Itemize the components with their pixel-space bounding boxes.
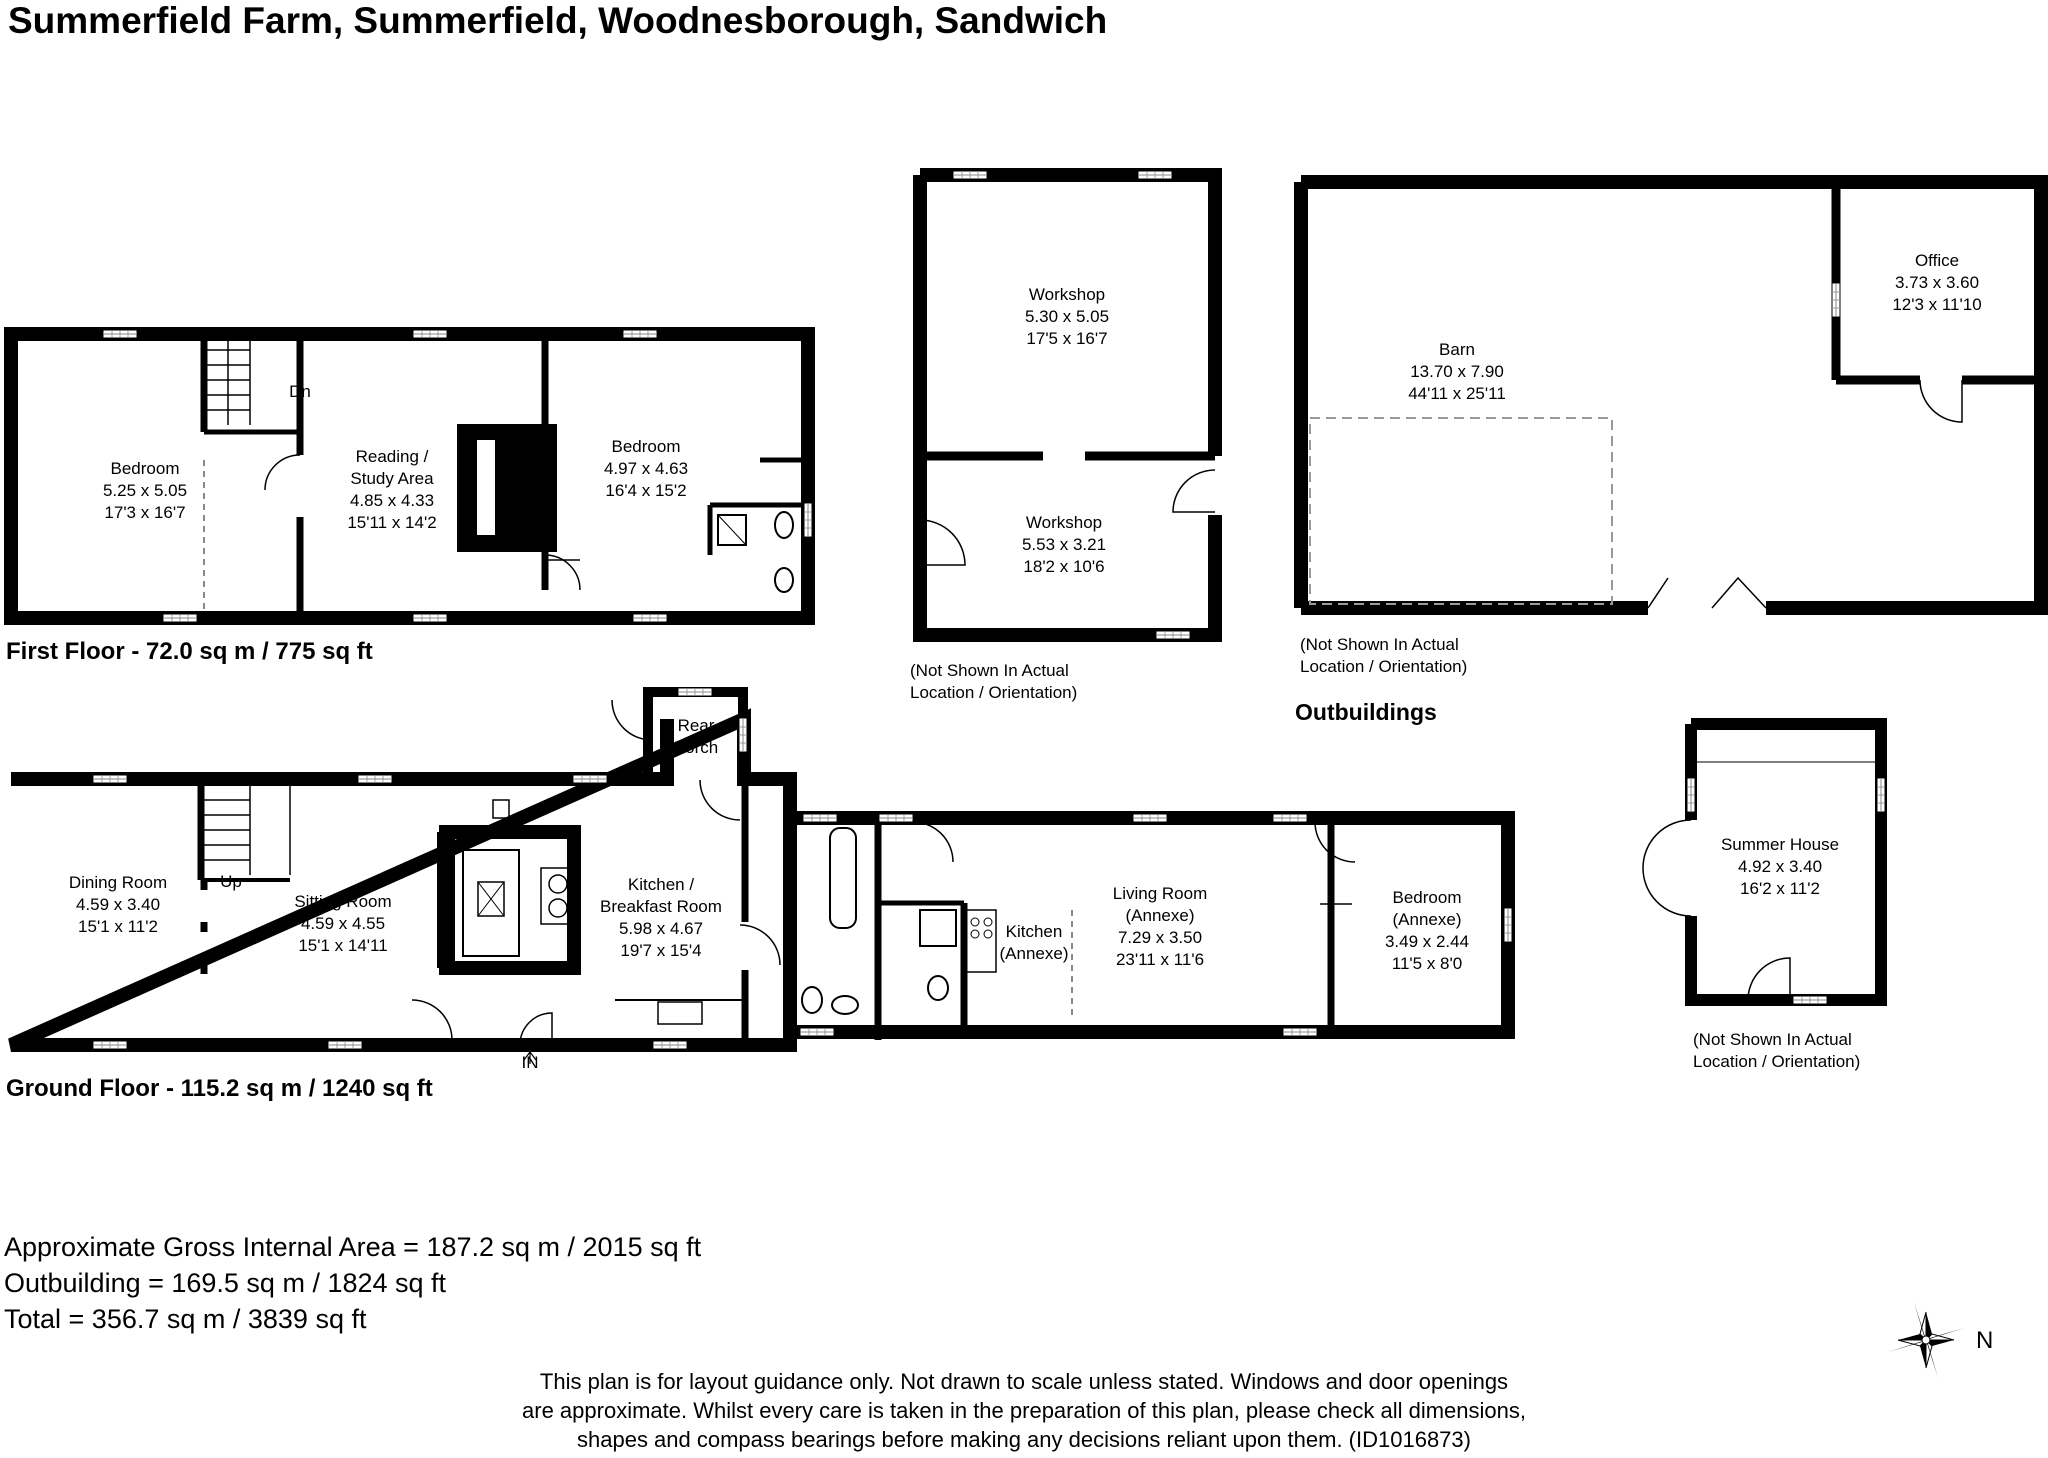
room-metric: 5.98 x 4.67	[618, 919, 704, 938]
compass-label: N	[1976, 1327, 1994, 1354]
room-name: Reading /	[355, 447, 429, 466]
room-metric: 5.25 x 5.05	[102, 481, 188, 500]
room-imperial: 18'2 x 10'6	[1023, 557, 1105, 576]
room-imperial: 15'11 x 14'2	[347, 513, 437, 532]
location-note: Location / Orientation)	[910, 683, 1078, 702]
room-name: Rear	[677, 716, 715, 735]
room-metric: 4.85 x 4.33	[349, 491, 435, 510]
room-imperial: 17'5 x 16'7	[1026, 329, 1108, 348]
stair-label: Dn	[289, 382, 311, 401]
room-name-2: (Annexe)	[1125, 906, 1195, 925]
location-note: (Not Shown In Actual	[1693, 1030, 1852, 1049]
ground-floor-label: Ground Floor - 115.2 sq m / 1240 sq ft	[6, 1075, 433, 1102]
room-name-2: Breakfast Room	[600, 897, 722, 916]
room-metric: 5.30 x 5.05	[1024, 307, 1110, 326]
room-metric: 4.92 x 3.40	[1737, 857, 1823, 876]
room-metric: 3.49 x 2.44	[1384, 932, 1470, 951]
room-name-2: (Annexe)	[999, 944, 1069, 963]
room-name: Sitting Room	[294, 892, 392, 911]
room-imperial: 11'5 x 8'0	[1391, 954, 1463, 973]
disclaimer-line: are approximate. Whilst every care is taken in the preparation of this plan, please check all dimensions,	[522, 1398, 1526, 1423]
location-note: (Not Shown In Actual	[1300, 635, 1459, 654]
room-name: Dining Room	[68, 873, 168, 892]
room-name-2: (Annexe)	[1392, 910, 1462, 929]
stair-label: Up	[220, 872, 242, 891]
room-name: Bedroom	[611, 437, 681, 456]
room-metric: 4.59 x 4.55	[300, 914, 386, 933]
room-metric: 7.29 x 3.50	[1117, 928, 1203, 947]
room-name: Kitchen	[1005, 922, 1063, 941]
disclaimer-line: This plan is for layout guidance only. Not drawn to scale unless stated. Windows and door openings	[539, 1369, 1509, 1394]
ground-floor-plan	[11, 688, 1512, 1049]
room-name-2: Study Area	[350, 469, 434, 488]
room-name: Kitchen /	[627, 875, 695, 894]
gross-area: Approximate Gross Internal Area = 187.2 sq m / 2015 sq ft	[4, 1232, 702, 1262]
room-metric: 13.70 x 7.90	[1410, 362, 1504, 381]
room-imperial: 17'3 x 16'7	[104, 503, 186, 522]
first-floor-label: First Floor - 72.0 sq m / 775 sq ft	[6, 638, 373, 665]
disclaimer-line: shapes and compass bearings before making any decisions reliant upon them. (ID1016873)	[577, 1427, 1471, 1452]
room-name: Summer House	[1720, 835, 1840, 854]
room-name: Living Room	[1112, 884, 1208, 903]
room-name: Barn	[1439, 340, 1475, 359]
location-note: Location / Orientation)	[1693, 1052, 1861, 1071]
room-imperial: 12'3 x 11'10	[1892, 295, 1982, 314]
room-name: Bedroom	[1392, 888, 1462, 907]
outbuilding-area: Outbuilding = 169.5 sq m / 1824 sq ft	[4, 1268, 447, 1298]
room-name-2: Porch	[673, 738, 719, 757]
entrance-label: IN	[521, 1053, 539, 1072]
room-name: Office	[1914, 251, 1960, 270]
room-imperial: 15'1 x 14'11	[298, 936, 388, 955]
room-name: Workshop	[1028, 285, 1106, 304]
room-metric: 4.97 x 4.63	[603, 459, 689, 478]
outbuildings-label: Outbuildings	[1295, 699, 1437, 725]
room-imperial: 19'7 x 15'4	[620, 941, 702, 960]
total-area: Total = 356.7 sq m / 3839 sq ft	[4, 1304, 367, 1334]
room-metric: 5.53 x 3.21	[1021, 535, 1107, 554]
disclaimer	[0, 1367, 2048, 1454]
room-imperial: 16'2 x 11'2	[1740, 879, 1820, 898]
room-metric: 3.73 x 3.60	[1894, 273, 1980, 292]
room-metric: 4.59 x 3.40	[75, 895, 161, 914]
room-imperial: 23'11 x 11'6	[1115, 950, 1205, 969]
room-imperial: 15'1 x 11'2	[78, 917, 158, 936]
room-imperial: 44'11 x 25'11	[1408, 384, 1506, 403]
location-note: (Not Shown In Actual	[910, 661, 1069, 680]
room-name: Bedroom	[110, 459, 180, 478]
room-imperial: 16'4 x 15'2	[605, 481, 687, 500]
room-name: Workshop	[1025, 513, 1103, 532]
location-note: Location / Orientation)	[1300, 657, 1468, 676]
page-title: Summerfield Farm, Summerfield, Woodnesborough, Sandwich	[8, 0, 1108, 41]
